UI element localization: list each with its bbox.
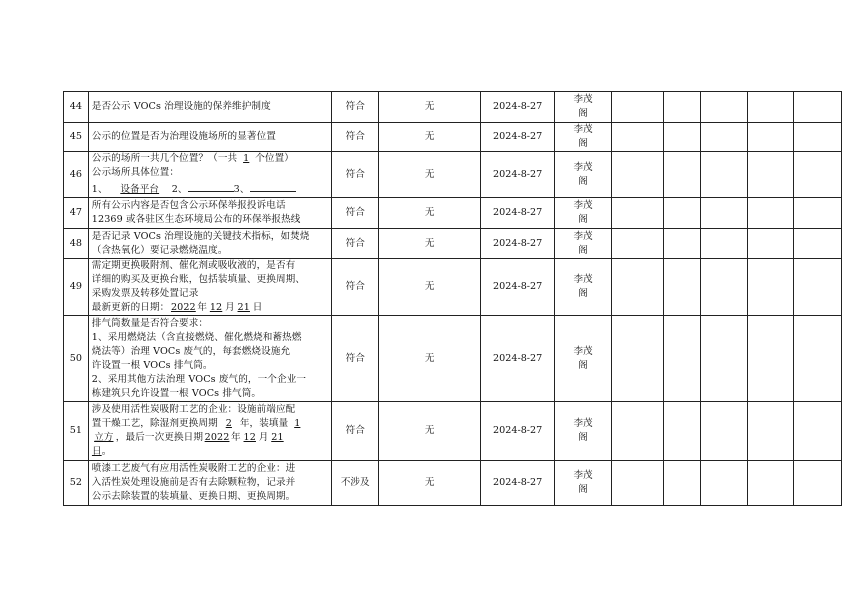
- empty-cell: [664, 316, 700, 402]
- empty-cell: [748, 461, 793, 506]
- item-text: 烧法等）治理 VOCs 废气的，每套燃烧设施允: [91, 345, 291, 357]
- item-text-line: [92, 180, 329, 197]
- underlined-value: 21: [271, 432, 284, 443]
- item-text-line: [92, 244, 329, 258]
- item-text-line: [92, 403, 329, 417]
- empty-cell: [793, 229, 841, 259]
- item-text: 1、: [91, 184, 108, 195]
- underlined-value: 日: [91, 446, 102, 457]
- item-text-line: [92, 331, 329, 345]
- empty-cell: [664, 152, 700, 198]
- item-text: 涉及使用活性炭吸附工艺的企业：设施前端应配: [91, 404, 296, 415]
- table-row: [64, 92, 842, 123]
- item-text-line: [92, 476, 329, 490]
- item-text: 是否记录 VOCs 治理设施的关键技术指标，如焚烧: [91, 230, 310, 242]
- empty-cell: [700, 92, 747, 123]
- item-text: 。: [101, 446, 112, 457]
- table-row: [64, 198, 842, 229]
- row-number-cell: 46: [64, 152, 89, 198]
- item-text: 日: [252, 302, 263, 313]
- empty-cell: [612, 259, 664, 316]
- empty-cell: [612, 229, 664, 259]
- underlined-value: [188, 180, 234, 192]
- problem-cell: 无: [378, 198, 481, 229]
- item-text-line: [92, 259, 329, 273]
- item-text-line: [92, 431, 329, 445]
- empty-cell: [612, 316, 664, 402]
- underlined-value: 立方: [94, 432, 114, 443]
- item-text: ，最后一次更换日期: [115, 432, 204, 443]
- item-text-line: [92, 462, 329, 476]
- item-text: 个位置）: [255, 153, 294, 164]
- item-text: 公示场所具体位置：: [91, 167, 180, 178]
- result-cell: 符合: [332, 152, 378, 198]
- date-cell: 2024-8-27: [481, 461, 554, 506]
- item-text: 年: [197, 302, 208, 313]
- empty-cell: [748, 402, 793, 461]
- item-text: 公示的位置是否为治理设施场所的显著位置: [91, 131, 276, 142]
- item-text: 排气筒数量是否符合要求：: [91, 317, 209, 329]
- inspection-item-cell: [88, 123, 332, 152]
- problem-cell: 无: [378, 461, 481, 506]
- empty-cell: [612, 92, 664, 123]
- inspection-item-cell: [88, 229, 332, 259]
- item-text: 公示去除装置的装填量、更换日期、更换周期。: [91, 491, 296, 502]
- date-cell: 2024-8-27: [481, 92, 554, 123]
- empty-cell: [612, 402, 664, 461]
- item-text: 许设置一根 VOCs 排气筒。: [91, 359, 213, 371]
- empty-cell: [664, 92, 700, 123]
- empty-cell: [700, 198, 747, 229]
- empty-cell: [748, 152, 793, 198]
- result-cell: 符合: [332, 316, 378, 402]
- item-text-line: [92, 417, 329, 431]
- item-text: 12369 或各驻区生态环境局公布的环保举报热线: [91, 214, 301, 225]
- item-text: 2、: [171, 184, 188, 195]
- date-cell: 2024-8-27: [481, 198, 554, 229]
- inspection-item-cell: [88, 461, 332, 506]
- empty-cell: [612, 152, 664, 198]
- date-cell: 2024-8-27: [481, 123, 554, 152]
- empty-cell: [700, 461, 747, 506]
- empty-cell: [793, 123, 841, 152]
- item-text-line: [92, 359, 329, 373]
- empty-cell: [793, 92, 841, 123]
- item-text: 年: [231, 432, 241, 443]
- result-cell: 符合: [332, 259, 378, 316]
- inspection-item-cell: [88, 259, 332, 316]
- item-text: 2、采用其他方法治理 VOCs 废气的，一个企业一: [91, 373, 307, 385]
- empty-cell: [664, 229, 700, 259]
- empty-cell: [700, 259, 747, 316]
- underlined-value: 1: [243, 153, 250, 164]
- item-text: 是否公示 VOCs 治理设施的保养维护制度: [91, 101, 271, 112]
- item-text-line: [92, 199, 329, 213]
- underlined-value: 21: [237, 302, 250, 313]
- item-text: 3、: [233, 184, 250, 195]
- item-text-line: [92, 445, 329, 459]
- inspection-item-cell: [88, 198, 332, 229]
- inspector-cell: 李茂 阁: [554, 152, 611, 198]
- problem-cell: 无: [378, 152, 481, 198]
- underlined-value: [250, 180, 296, 192]
- table-row: [64, 152, 842, 198]
- item-text: 月: [225, 302, 235, 313]
- result-cell: 符合: [332, 198, 378, 229]
- date-cell: 2024-8-27: [481, 152, 554, 198]
- inspection-item-cell: [88, 402, 332, 461]
- inspection-item-cell: [88, 92, 332, 123]
- inspection-item-cell: [88, 316, 332, 402]
- empty-cell: [664, 402, 700, 461]
- date-cell: 2024-8-27: [481, 259, 554, 316]
- empty-cell: [700, 123, 747, 152]
- item-text: 年，装填量: [239, 418, 289, 429]
- item-text: 需定期更换吸附剂、催化剂或吸收液的，是否有: [91, 260, 296, 271]
- empty-cell: [700, 316, 747, 402]
- underlined-value: 1: [294, 418, 301, 429]
- item-text: 采购发票及转移处置记录: [91, 288, 199, 299]
- row-number-cell: 44: [64, 92, 89, 123]
- row-number-cell: 47: [64, 198, 89, 229]
- result-cell: 符合: [332, 123, 378, 152]
- item-text-line: [92, 166, 329, 180]
- table-row: [64, 229, 842, 259]
- item-text-line: [92, 130, 329, 144]
- row-number-cell: 45: [64, 123, 89, 152]
- problem-cell: 无: [378, 402, 481, 461]
- result-cell: 符合: [332, 229, 378, 259]
- date-cell: 2024-8-27: [481, 229, 554, 259]
- empty-cell: [793, 402, 841, 461]
- table-row: [64, 123, 842, 152]
- empty-cell: [700, 229, 747, 259]
- empty-cell: [612, 198, 664, 229]
- item-text-line: [92, 345, 329, 359]
- item-text-line: [92, 490, 329, 504]
- problem-cell: 无: [378, 123, 481, 152]
- problem-cell: 无: [378, 229, 481, 259]
- table-row: [64, 461, 842, 506]
- item-text-line: [92, 387, 329, 401]
- item-text: 栋建筑只允许设置一根 VOCs 排气筒。: [91, 387, 262, 399]
- empty-cell: [793, 198, 841, 229]
- empty-cell: [612, 123, 664, 152]
- row-number-cell: 52: [64, 461, 89, 506]
- item-text-line: [92, 373, 329, 387]
- empty-cell: [664, 198, 700, 229]
- empty-cell: [748, 123, 793, 152]
- problem-cell: 无: [378, 316, 481, 402]
- result-cell: 符合: [332, 92, 378, 123]
- underlined-value: 2022: [170, 302, 196, 313]
- empty-cell: [748, 198, 793, 229]
- item-text-line: [92, 273, 329, 287]
- empty-cell: [612, 461, 664, 506]
- item-text-line: [92, 230, 329, 244]
- item-text-line: [92, 152, 329, 166]
- inspection-table: [63, 91, 842, 506]
- empty-cell: [748, 229, 793, 259]
- empty-cell: [700, 402, 747, 461]
- underlined-value: 设备平台: [120, 184, 160, 195]
- table-row: [64, 316, 842, 402]
- empty-cell: [664, 259, 700, 316]
- item-text: 置干燥工艺，除湿剂更换周期: [91, 418, 218, 429]
- item-text-line: [92, 301, 329, 315]
- empty-cell: [748, 259, 793, 316]
- underlined-value: 2022: [204, 432, 230, 443]
- empty-cell: [664, 461, 700, 506]
- item-text: 入活性炭处理设施前是否有去除颗粒物，记录并: [91, 477, 296, 488]
- item-text-line: [92, 287, 329, 301]
- item-text: 喷漆工艺废气有应用活性炭吸附工艺的企业：进: [91, 463, 296, 474]
- table-row: [64, 259, 842, 316]
- empty-cell: [748, 92, 793, 123]
- underlined-value: 12: [243, 432, 256, 443]
- inspector-cell: 李茂 阁: [554, 316, 611, 402]
- inspector-cell: 李茂 阁: [554, 461, 611, 506]
- empty-cell: [793, 152, 841, 198]
- result-cell: 不涉及: [332, 461, 378, 506]
- row-number-cell: 48: [64, 229, 89, 259]
- empty-cell: [793, 461, 841, 506]
- empty-cell: [793, 316, 841, 402]
- result-cell: 符合: [332, 402, 378, 461]
- empty-cell: [793, 259, 841, 316]
- underlined-value: 12: [209, 302, 223, 313]
- inspector-cell: 李茂 阁: [554, 259, 611, 316]
- item-text: （含热氧化）要记录燃烧温度。: [91, 244, 228, 256]
- row-number-cell: 51: [64, 402, 89, 461]
- inspection-item-cell: [88, 152, 332, 198]
- inspector-cell: 李茂 阁: [554, 402, 611, 461]
- item-text: 最新更新的日期：: [91, 302, 170, 313]
- item-text-line: [92, 213, 329, 227]
- item-text: 公示的场所一共几个位置？（一共: [91, 153, 238, 164]
- problem-cell: 无: [378, 259, 481, 316]
- row-number-cell: 49: [64, 259, 89, 316]
- inspector-cell: 李茂 阁: [554, 123, 611, 152]
- inspector-cell: 李茂 阁: [554, 92, 611, 123]
- item-text: 月: [258, 432, 269, 443]
- table-row: [64, 402, 842, 461]
- empty-cell: [700, 152, 747, 198]
- row-number-cell: 50: [64, 316, 89, 402]
- problem-cell: 无: [378, 92, 481, 123]
- inspector-cell: 李茂 阁: [554, 198, 611, 229]
- item-text-line: [92, 100, 329, 114]
- item-text: 1、采用燃烧法（含直接燃烧、催化燃烧和蓄热燃: [91, 331, 302, 343]
- item-text-line: [92, 317, 329, 331]
- underlined-value: 2: [225, 418, 232, 429]
- item-text: 详细的购买及更换台账，包括装填量、更换周期、: [91, 274, 306, 285]
- empty-cell: [664, 123, 700, 152]
- item-text: 所有公示内容是否包含公示环保举报投诉电话: [91, 200, 286, 211]
- empty-cell: [748, 316, 793, 402]
- date-cell: 2024-8-27: [481, 402, 554, 461]
- date-cell: 2024-8-27: [481, 316, 554, 402]
- inspector-cell: 李茂 阁: [554, 229, 611, 259]
